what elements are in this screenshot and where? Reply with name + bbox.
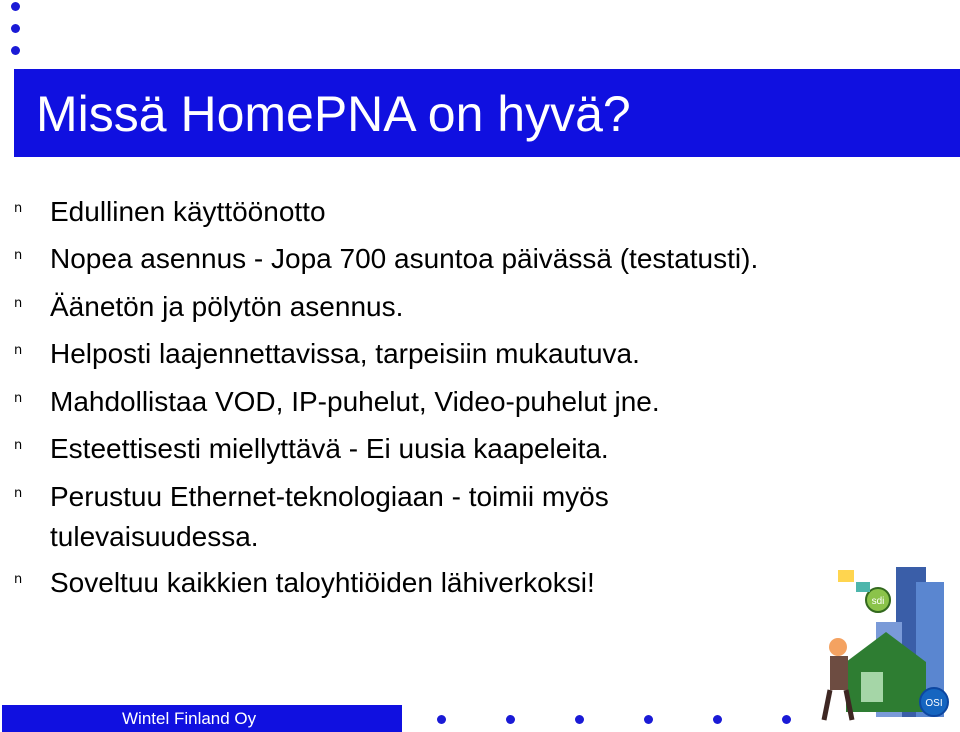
bullet-text: Soveltuu kaikkien taloyhtiöiden lähiverkoksi! [50, 567, 595, 598]
dot-icon [506, 715, 515, 724]
bullet-text: Perustuu Ethernet-teknologiaan - toimii myös tulevaisuudessa. [50, 481, 609, 552]
bullet-icon: n [14, 296, 23, 311]
network-illustration-svg [816, 562, 956, 727]
bullet-text: Esteettisesti miellyttävä - Ei uusia kaapeleita. [50, 433, 609, 464]
bullet-text: Nopea asennus - Jopa 700 asuntoa päivässä (testatusti). [50, 243, 759, 274]
dot-icon [11, 24, 20, 33]
badge-bottom: OSI [925, 698, 943, 709]
bullet-text: Mahdollistaa VOD, IP-puhelut, Video-puhelut jne. [50, 386, 660, 417]
bullet-text: Helposti laajennettavissa, tarpeisiin mukautuva. [50, 338, 640, 369]
footer-bar [2, 705, 402, 732]
network-illustration [816, 562, 956, 727]
bullet-icon: n [14, 248, 23, 263]
bullet-icon: n [14, 486, 23, 501]
dot-icon [782, 715, 791, 724]
bullet-icon: n [14, 201, 23, 216]
bullet-icon: n [14, 391, 23, 406]
slide-title: Missä HomePNA on hyvä? [36, 86, 631, 142]
bullet-icon: n [14, 438, 23, 453]
bullet-icon: n [14, 343, 23, 358]
dot-icon [11, 46, 20, 55]
decorative-dots-top [11, 2, 20, 68]
dot-icon [575, 715, 584, 724]
dot-icon [437, 715, 446, 724]
bullet-icon: n [14, 572, 23, 587]
dot-icon [11, 2, 20, 11]
footer-company: Wintel Finland Oy [122, 709, 257, 728]
bullet-text: Edullinen käyttöönotto [50, 196, 326, 227]
badge-top: sdi [871, 596, 885, 607]
dot-icon [644, 715, 653, 724]
bullet-text: Äänetön ja pölytön asennus. [50, 291, 404, 322]
dot-icon [713, 715, 722, 724]
title-bar [14, 69, 960, 157]
